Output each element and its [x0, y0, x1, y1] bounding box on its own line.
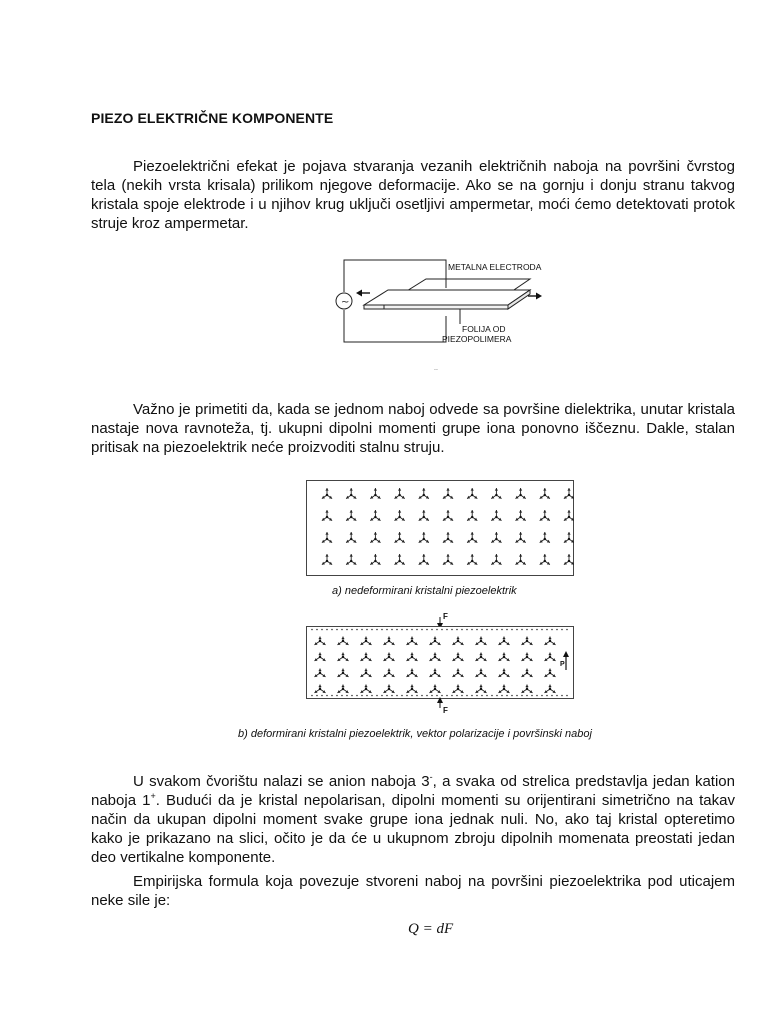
surface-charge	[336, 629, 338, 631]
surface-charge	[316, 695, 318, 697]
surface-charge	[536, 629, 538, 631]
surface-charge	[366, 629, 368, 631]
surface-charge	[501, 629, 503, 631]
surface-charge	[376, 695, 378, 697]
surface-charge	[316, 629, 318, 631]
surface-charge	[346, 695, 348, 697]
surface-charge	[521, 695, 523, 697]
surface-charge	[456, 629, 458, 631]
surface-charge	[346, 629, 348, 631]
surface-charge	[561, 695, 563, 697]
surface-charge	[421, 629, 423, 631]
label-foil-line2: PIEZOPOLIMERA	[442, 334, 512, 344]
formula: Q = dF	[408, 921, 454, 937]
surface-charge	[431, 695, 433, 697]
surface-charge	[401, 695, 403, 697]
surface-charge	[406, 629, 408, 631]
surface-charge	[491, 695, 493, 697]
surface-charge	[486, 629, 488, 631]
deformed-crystal-lattice	[298, 608, 582, 716]
surface-charge	[371, 629, 373, 631]
surface-charge	[541, 629, 543, 631]
surface-charge	[416, 629, 418, 631]
surface-charge	[356, 629, 358, 631]
page-title: PIEZO ELEKTRIČNE KOMPONENTE	[91, 110, 334, 126]
surface-charge	[491, 629, 493, 631]
label-foil-line1: FOLIJA OD	[462, 324, 506, 334]
surface-charge	[521, 629, 523, 631]
surface-charge	[381, 629, 383, 631]
surface-charge	[411, 695, 413, 697]
undeformed-crystal-lattice	[306, 480, 574, 576]
surface-charge	[526, 629, 528, 631]
surface-charge	[451, 629, 453, 631]
surface-charge	[566, 695, 568, 697]
surface-charge	[561, 629, 563, 631]
surface-charge	[476, 629, 478, 631]
surface-charge	[386, 629, 388, 631]
paragraph-3: U svakom čvorištu nalazi se anion naboja 3-, a svaka od strelica predstavlja jedan kation naboja 1+. Budući da je kristal nepolarisan, dipolni momenti su orijentirani simetrično na takav način da ukupan dipolni moment svake grupe iona jednak nuli. No, ako taj kristal opteretimo kako je prikazano na slici, očito je da će u ukupnom zbroju dipolnih momenata preostati jedan deo vertikalne komponente.	[91, 772, 735, 866]
surface-charge	[441, 629, 443, 631]
surface-charge	[376, 629, 378, 631]
surface-charge	[531, 695, 533, 697]
surface-charge	[391, 629, 393, 631]
surface-charge	[466, 695, 468, 697]
surface-charge	[496, 695, 498, 697]
polarization-label: P	[560, 661, 565, 668]
surface-charge	[416, 695, 418, 697]
surface-charge	[351, 695, 353, 697]
surface-charge	[526, 695, 528, 697]
surface-charge	[556, 629, 558, 631]
label-metal-electrode: METALNA ELECTRODA	[448, 262, 542, 272]
caption-a: a) nedeformirani kristalni piezoelektrik	[332, 585, 517, 597]
surface-charge	[546, 629, 548, 631]
piezo-foil-top-face	[364, 290, 530, 305]
surface-charge	[481, 629, 483, 631]
surface-charge	[311, 629, 313, 631]
surface-charge	[511, 629, 513, 631]
surface-charge	[471, 695, 473, 697]
surface-charge	[516, 629, 518, 631]
piezo-element-diagram	[330, 252, 560, 372]
surface-charge	[361, 695, 363, 697]
surface-charge	[386, 695, 388, 697]
surface-charge	[481, 695, 483, 697]
surface-charge	[476, 695, 478, 697]
force-label-bottom: F	[443, 706, 448, 715]
surface-charge	[406, 695, 408, 697]
surface-charge	[566, 629, 568, 631]
surface-charge	[546, 695, 548, 697]
surface-charge	[486, 695, 488, 697]
surface-charge	[451, 695, 453, 697]
surface-charge	[441, 695, 443, 697]
surface-charge	[456, 695, 458, 697]
surface-charge	[361, 629, 363, 631]
surface-charge	[336, 695, 338, 697]
figure-mark: ..	[434, 365, 438, 372]
surface-charge	[516, 695, 518, 697]
surface-charge	[541, 695, 543, 697]
surface-charge	[371, 695, 373, 697]
piezo-foil-front-face	[364, 305, 508, 309]
surface-charge	[466, 629, 468, 631]
paragraph-4: Empirijska formula koja povezuje stvoreni naboj na površini piezoelektrika pod uticajem neke sile je:	[91, 873, 735, 909]
lattice-a-frame	[307, 481, 574, 576]
surface-charge	[331, 629, 333, 631]
circuit-wire-bottom	[344, 310, 446, 342]
surface-charge	[396, 695, 398, 697]
surface-charge	[531, 629, 533, 631]
surface-charge	[366, 695, 368, 697]
ammeter-glyph: ~	[341, 297, 350, 308]
surface-charge	[326, 629, 328, 631]
surface-charge	[446, 695, 448, 697]
surface-charge	[506, 695, 508, 697]
surface-charge	[356, 695, 358, 697]
surface-charge	[341, 695, 343, 697]
surface-charge	[431, 629, 433, 631]
surface-charge	[331, 695, 333, 697]
surface-charge	[396, 629, 398, 631]
surface-charge	[461, 629, 463, 631]
surface-charge	[556, 695, 558, 697]
surface-charge	[401, 629, 403, 631]
paragraph-1: Piezoelektrični efekat je pojava stvaranja vezanih električnih naboja na površini čvrstog tela (nekih vrsta krisala) prilikom njegove deformacije. Ako se na gornju i donju stranu takvog kristala spoje elektrode i u njihov krug uključi osetljivi ampermetar, moći ćemo detektovati protok struje kroz ampermetar.	[91, 158, 735, 232]
surface-charge	[421, 695, 423, 697]
surface-charge	[496, 629, 498, 631]
lattice-b-frame	[307, 627, 574, 699]
surface-charge	[311, 695, 313, 697]
surface-charge	[436, 695, 438, 697]
surface-charge	[426, 695, 428, 697]
surface-charge	[471, 629, 473, 631]
surface-charge	[446, 629, 448, 631]
surface-charge	[321, 695, 323, 697]
surface-charge	[551, 629, 553, 631]
surface-charge	[551, 695, 553, 697]
surface-charge	[461, 695, 463, 697]
surface-charge	[351, 629, 353, 631]
caption-b: b) deformirani kristalni piezoelektrik, vektor polarizacije i površinski naboj	[238, 728, 592, 740]
surface-charge	[536, 695, 538, 697]
force-label-top: F	[443, 612, 448, 621]
surface-charge	[391, 695, 393, 697]
paragraph-2: Važno je primetiti da, kada se jednom naboj odvede sa površine dielektrika, unutar kristala nastaje nova ravnoteža, tj. ukupni dipolni momenti grupe iona ponovno iščeznu. Dakle, stalan pritisak na piezoelektrik neće proizvoditi stalnu struju.	[91, 401, 735, 456]
surface-charge	[326, 695, 328, 697]
surface-charge	[411, 629, 413, 631]
surface-charge	[501, 695, 503, 697]
surface-charge	[341, 629, 343, 631]
surface-charge	[426, 629, 428, 631]
surface-charge	[381, 695, 383, 697]
surface-charge	[506, 629, 508, 631]
surface-charge	[321, 629, 323, 631]
surface-charge	[436, 629, 438, 631]
surface-charge	[511, 695, 513, 697]
